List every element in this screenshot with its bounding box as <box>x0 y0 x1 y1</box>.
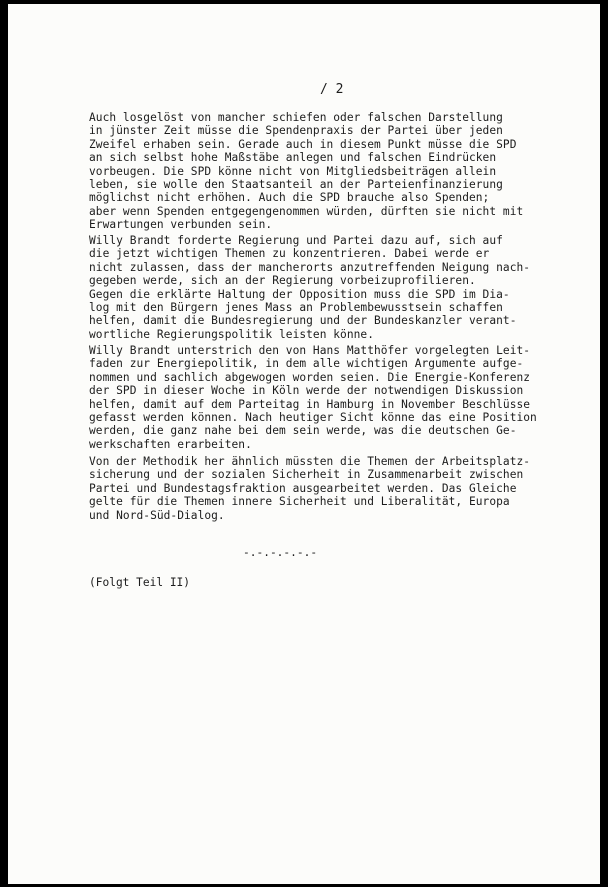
page-number: / 2 <box>320 82 344 97</box>
text-line: helfen, damit auf dem Parteitag in Hamburg in November Beschlüsse <box>89 397 531 411</box>
continuation-note: (Folgt Teil II) <box>89 576 191 589</box>
text-line: die jetzt wichtigen Themen zu konzentrieren. Dabei werde er <box>89 247 490 261</box>
text-line: der SPD in dieser Woche in Köln werde der notwendigen Diskussion <box>89 384 524 398</box>
text-line: in jünster Zeit müsse die Spendenpraxis der Partei über jeden <box>89 124 503 138</box>
text-line: Von der Methodik her ähnlich müssten die Themen der Arbeitsplatz- <box>89 455 531 468</box>
text-line: Zweifel erhaben sein. Gerade auch in diesem Punkt müsse die SPD <box>89 137 517 151</box>
text-line: an sich selbst hohe Maßstäbe anlegen und falschen Eindrücken <box>89 151 497 165</box>
paragraph-1 <box>89 111 523 232</box>
text-line: leben, sie wolle den Staatsanteil an der Parteienfinanzierung <box>89 178 503 192</box>
text-line: faden zur Energiepolitik, in dem alle wichtigen Argumente aufge- <box>89 357 524 371</box>
text-line: Auch losgelöst von mancher schiefen oder falschen Darstellung <box>89 111 503 124</box>
text-line: gelte für die Themen innere Sicherheit und Liberalität, Europa <box>89 495 510 509</box>
paragraph-3 <box>89 344 537 451</box>
text-line: nicht zulassen, dass der mancherorts anzutreffenden Neigung nach- <box>89 260 531 274</box>
section-separator: -.-.-.-.-.- <box>243 546 318 559</box>
text-line: gegeben werde, sich an der Regierung vorbeizuprofilieren. <box>89 274 476 288</box>
text-line: und Nord-Süd-Dialog. <box>89 508 225 522</box>
paragraph-4 <box>89 455 530 522</box>
text-line: möglichst nicht erhöhen. Auch die SPD brauche also Spenden; <box>89 191 490 205</box>
paragraph-2 <box>89 234 530 341</box>
text-line: Partei und Bundestagsfraktion ausgearbeitet werden. Das Gleiche <box>89 481 517 495</box>
text-line: log mit den Bürgern jenes Mass an Problembewusstsein schaffen <box>89 301 503 315</box>
text-line: Erwartungen verbunden sein. <box>89 218 273 232</box>
text-line: werkschaften erarbeiten. <box>89 437 252 451</box>
text-line: werden, die ganz nahe bei dem sein werde, was die deutschen Ge- <box>89 424 517 438</box>
text-line: vorbeugen. Die SPD könne nicht von Mitgliedsbeiträgen allein <box>89 164 497 178</box>
text-line: aber wenn Spenden entgegengenommen würden, dürften sie nicht mit <box>89 204 524 218</box>
text-line: Willy Brandt unterstrich den von Hans Matthöfer vorgelegten Leit- <box>89 344 531 357</box>
text-line: gefasst werden können. Nach heutiger Sicht könne das eine Position <box>89 411 537 425</box>
text-line: sicherung und der sozialen Sicherheit in Zusammenarbeit zwischen <box>89 468 524 482</box>
text-line: Gegen die erklärte Haltung der Opposition muss die SPD im Dia- <box>89 287 510 301</box>
text-line: Willy Brandt forderte Regierung und Partei dazu auf, sich auf <box>89 234 503 247</box>
text-line: helfen, damit die Bundesregierung und der Bundeskanzler verant- <box>89 314 517 328</box>
text-line: nommen und sachlich abgewogen worden seien. Die Energie-Konferenz <box>89 370 531 384</box>
document-page <box>8 4 600 884</box>
text-line: wortliche Regierungspolitik leisten könne. <box>89 327 374 341</box>
